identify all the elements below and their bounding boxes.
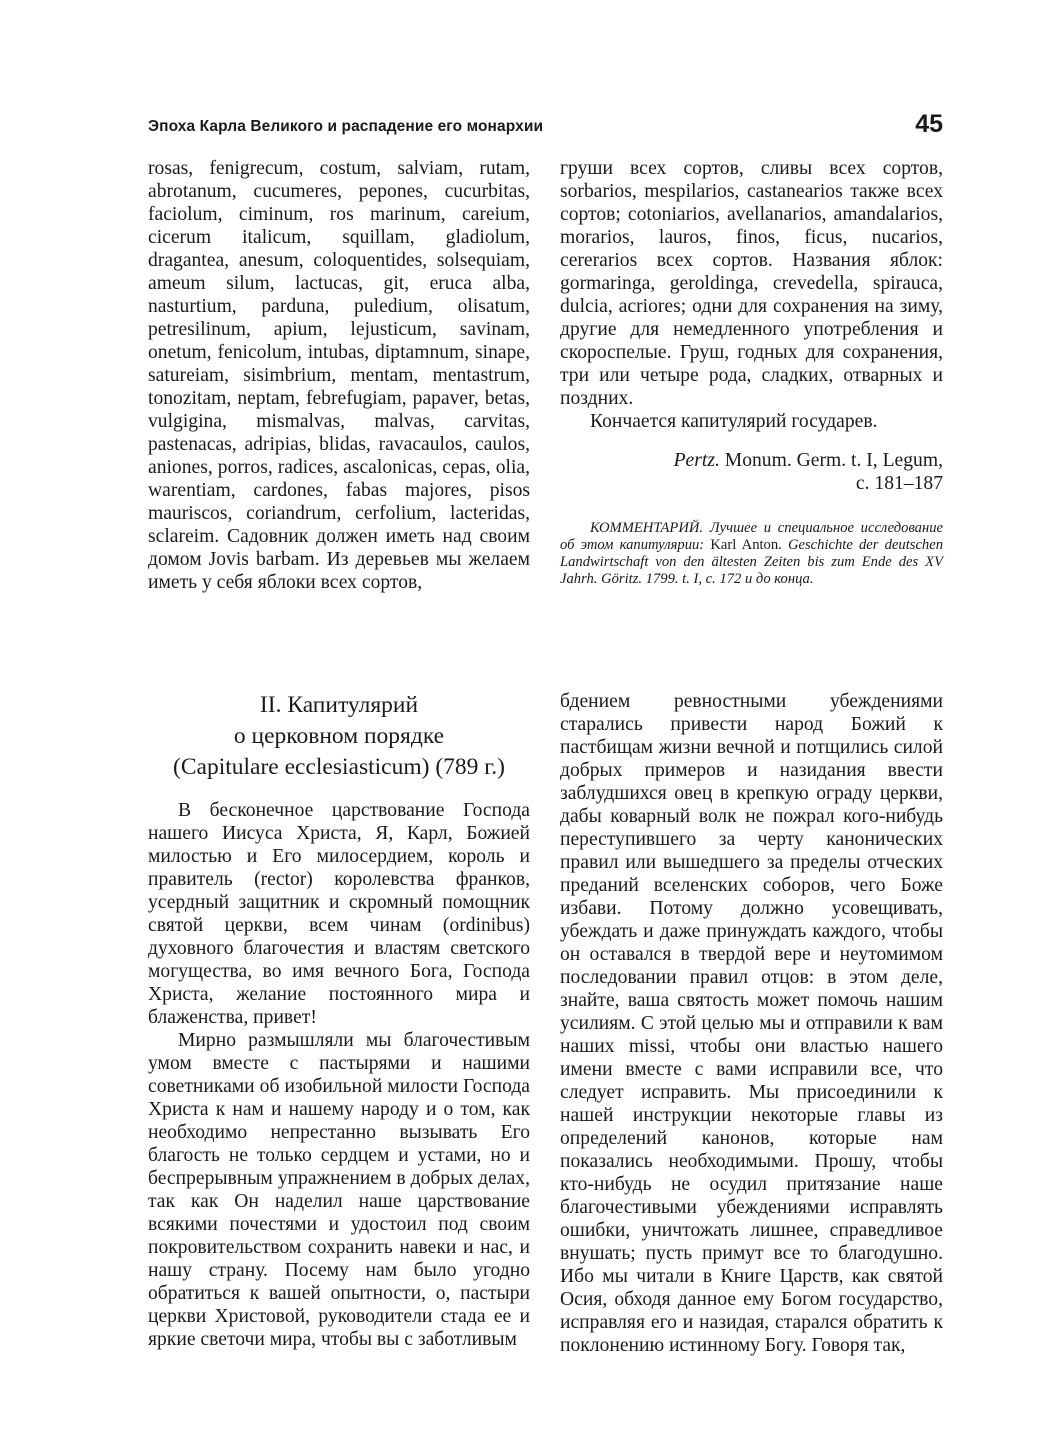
running-title: Эпоха Карла Великого и распадение его монархии [148,118,544,135]
continuation-paragraph: бдением ревностными убеждениями старались привести народ Божий к пастбищам жизни вечной и потщились силой добрых примеров и назидания ввести заблудшихся овец в крепкую ограду церкви, дабы коварный волк не пожрал кого-нибудь переступившего за черту канонических правил или вышедшего за пределы отческих преданий вселенских соборов, чего Боже избави. Потому должно усовещивать, убеждать и даже принуждать каждого, чтобы он оставался в твердой вере и неутомимом последовании правил отцов: в этом деле, знайте, ваша святость может помочь нашим усилиям. С этой целью мы и отправили к вам наших missi, чтобы они властью нашего имени вместе с вами исправили все, что следует исправить. Мы присоединили к нашей инструкции некоторые главы из определений канонов, которые нам показались необходимыми. Прошу, чтобы кто-нибудь не осудил притязание наше благочестивыми убеждениями исправлять ошибки, уничтожать лишнее, справедливое внушать; пусть примут все то благодушно. Ибо мы читали в Книге Царств, как святой Осия, обходя данное ему Богом государство, исправляя его и назидая, старался обратить к поклонению истинному Богу. Говоря так, [560,691,943,1356]
commentary-author: Karl Anton. [710,537,782,553]
commentary-note [560,520,943,588]
running-header [148,110,943,148]
commentary-work: Geschichte der deutschen Landwirtschaft von den ältesten Zeiten bis zum Ende des XV Jahrh. Göritz. 1799. t. I, c. 172 и до конца. [560,537,943,587]
source-citation [560,449,943,495]
page-number: 45 [915,110,943,138]
section-title-line-3: (Capitulare ecclesiasticum) (789 г.) [173,754,505,780]
salutation-paragraph: В бесконечное царствование Господа нашего Иисуса Христа, Я, Карл, Божией милостью и Его милосердием, король и правитель (rector) королевства франков, усердный защитник и скромный помощник святой церкви, всем чинам (ordinibus) духовного благочестия и властям светского могущества, во имя вечного Бога, Господа Христа, желание постоянного мира и блаженства, привет! [148,800,530,1028]
closing-line: Кончается капитулярий государев. [590,411,878,432]
section-title [148,690,530,783]
fruit-list-paragraph: груши всех сортов, сливы всех сортов, sorbarios, mespilarios, castanearios также всех сортов; cotoniarios, avellanarios, amandalarios, morarios, lauros, finos, ficus, nucarios, cererarios всех сортов. Названия яблок: gormaringa, geroldinga, crevedella, spirauca, dulcia, acriores; одни для сохранения на зиму, другие для немедленного употребления и скороспелые. Груш, годных для сохранения, три или четыре рода, сладких, отварных и поздних. [560,158,943,409]
body-paragraph: Мирно размышляли мы благочестивым умом вместе с пастырями и нашими советниками об изобильной милости Господа Христа к нам и нашему народу и о том, как необходимо непрестанно вызывать Его благость не только сердцем и устами, но и беспрерывным упражнением в добрых делах, так как Он наделил наше царствование всякими почестями и удостоил под своим покровительством сохранить навеки и нас, и нашу страну. Посему нам было угодно обратиться к вашей опытности, о, пастыри церкви Христовой, руководители стада ее и яркие светочи мира, чтобы вы с заботливым [148,1030,530,1350]
column-bottom-right [560,690,943,1357]
section-title-line-2: о церковном порядке [233,723,445,749]
column-bottom-left [148,690,530,1351]
column-top-left [148,157,530,594]
section-title-line-1: II. Капитулярий [259,692,419,718]
source-reference: Monum. Germ. t. I, Legum, [724,450,943,471]
column-top-right [560,157,943,588]
commentary-label: КОММЕНТАРИЙ. Лучшее и специальное исследование об этом капитулярии: [560,520,943,553]
plant-list-paragraph: rosas, fenigrecum, costum, salviam, rutam, abrotanum, cucumeres, pepones, cucurbitas, faciolum, ciminum, ros marinum, careium, cicerum italicum, squillam, gladiolum, dragantea, anesum, coloquentides, solsequiam, ameum silum, lactucas, git, eruca alba, nasturtium, parduna, puledium, olisatum, petresilinum, apium, lejusticum, savinam, onetum, fenicolum, intubas, diptamnum, sinape, satureiam, sisimbrium, mentam, mentastrum, tonozitam, neptam, febrefugiam, papaver, betas, vulgigina, mismalvas, malvas, carvitas, pastenacas, adripias, blidas, ravacaulos, caulos, aniones, porros, radices, ascalonicas, cepas, olia, warentiam, cardones, fabas majores, pisos mauriscos, coriandrum, cerfolium, lacteridas, sclareim. Садовник должен иметь над своим домом Jovis barbam. Из деревьев мы желаем иметь у себя яблоки всех сортов, [148,158,530,593]
source-pages: c. 181–187 [855,473,943,494]
source-author: Pertz. [673,450,720,471]
